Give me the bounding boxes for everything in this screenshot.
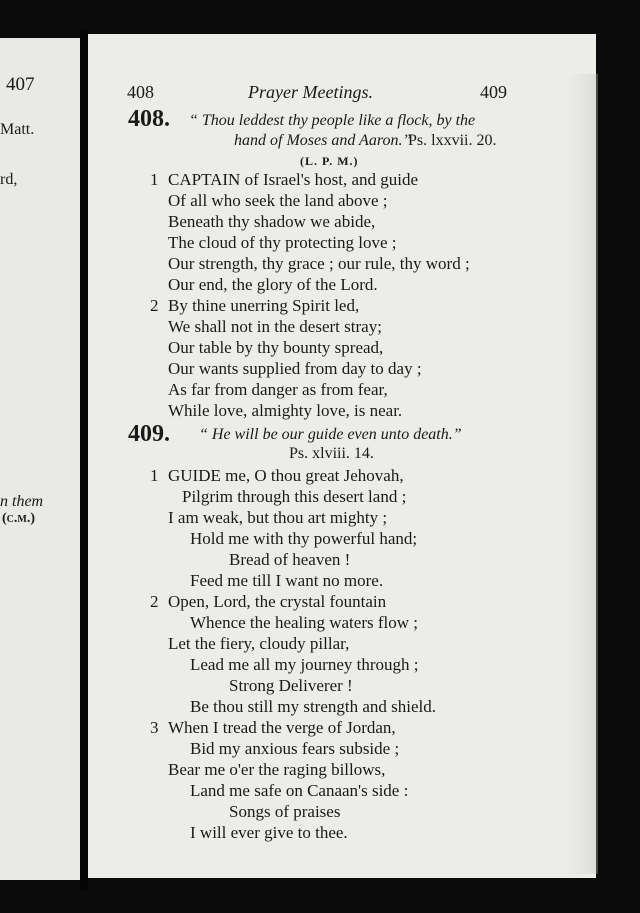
header-left-page-number: 408 bbox=[127, 82, 154, 102]
hymn-408-verse2-line6: While love, almighty love, is near. bbox=[168, 401, 403, 420]
hymn-408-number: 408. bbox=[128, 106, 170, 132]
left-page bbox=[0, 38, 80, 880]
hymn-409-verse2-line3: Let the fiery, cloudy pillar, bbox=[168, 634, 350, 653]
hymn-409-verse3-line1: When I tread the verge of Jordan, bbox=[168, 718, 396, 737]
left-page-number: 407 bbox=[6, 74, 35, 95]
verse-line-rest: me, O thou great Jehovah, bbox=[220, 466, 404, 485]
hymn-408-verse1-line2: Of all who seek the land above ; bbox=[168, 191, 388, 210]
hymn-408-verse2-line2: We shall not in the desert stray; bbox=[168, 317, 382, 336]
verse-initial-word: GUIDE bbox=[168, 466, 221, 485]
header-right-page-number: 409 bbox=[480, 82, 507, 102]
hymn-408-verse1-line3: Beneath thy shadow we abide, bbox=[168, 212, 376, 231]
show-through-shading bbox=[568, 74, 598, 874]
hymn-409-verse1-number: 1 bbox=[150, 466, 159, 485]
hymn-408-verse2-line3: Our table by thy bounty spread, bbox=[168, 338, 384, 357]
hymn-409-verse3-number: 3 bbox=[150, 718, 159, 737]
hymn-408-verse2-line1: By thine unerring Spirit led, bbox=[168, 296, 360, 315]
hymn-408-verse2-line5: As far from danger as from fear, bbox=[168, 380, 388, 399]
hymn-408-verse1-number: 1 bbox=[150, 170, 159, 189]
left-fragment-4: (c.m.) bbox=[2, 511, 35, 526]
hymn-408-verse1-line4: The cloud of thy protecting love ; bbox=[168, 233, 397, 252]
hymn-409-epigraph: “ He will be our guide even unto death.” bbox=[199, 426, 462, 443]
hymn-409-verse1-line6: Feed me till I want no more. bbox=[190, 571, 384, 590]
hymn-409-verse2-line4: Lead me all my journey through ; bbox=[190, 655, 419, 674]
hymn-409-verse3-line6: I will ever give to thee. bbox=[190, 823, 348, 842]
hymn-408-meter: (L. P. M.) bbox=[300, 154, 359, 168]
hymn-409-verse3-line4: Land me safe on Canaan's side : bbox=[190, 781, 409, 800]
hymn-409-verse1-line5: Bread of heaven ! bbox=[229, 550, 351, 569]
hymn-408-verse1-line6: Our end, the glory of the Lord. bbox=[168, 275, 378, 294]
left-fragment-3: n them bbox=[0, 493, 44, 510]
hymn-408-verse2-number: 2 bbox=[150, 296, 159, 315]
right-page bbox=[88, 34, 596, 878]
hymn-408-verse1-line5: Our strength, thy grace ; our rule, thy word ; bbox=[168, 254, 470, 273]
hymn-409-verse2-line5: Strong Deliverer ! bbox=[229, 676, 353, 695]
hymn-409-number: 409. bbox=[128, 421, 170, 447]
hymn-409-verse2-line1: Open, Lord, the crystal fountain bbox=[168, 592, 387, 611]
running-title: Prayer Meetings. bbox=[248, 82, 373, 102]
hymn-409-verse1-line1 bbox=[168, 466, 404, 486]
verse-initial-word: CAPTAIN bbox=[168, 170, 241, 189]
hymn-409-verse3-line3: Bear me o'er the raging billows, bbox=[168, 760, 386, 779]
hymn-409-verse1-line2: Pilgrim through this desert land ; bbox=[182, 487, 407, 506]
verse-line-rest: of Israel's host, and guide bbox=[240, 170, 419, 189]
hymn-408-epigraph-line2: hand of Moses and Aaron.” bbox=[234, 132, 412, 149]
book-spine-gutter bbox=[80, 30, 88, 890]
left-fragment-1: Matt. bbox=[0, 121, 35, 138]
hymn-409-verse1-line3: I am weak, but thou art mighty ; bbox=[168, 508, 388, 527]
hymn-409-verse2-line2: Whence the healing waters flow ; bbox=[190, 613, 418, 632]
hymn-409-verse2-line6: Be thou still my strength and shield. bbox=[190, 697, 437, 716]
hymn-409-verse3-line2: Bid my anxious fears subside ; bbox=[190, 739, 400, 758]
hymn-409-verse2-number: 2 bbox=[150, 592, 159, 611]
hymn-409-verse1-line4: Hold me with thy powerful hand; bbox=[190, 529, 418, 548]
left-fragment-2: rd, bbox=[0, 171, 18, 188]
hymn-408-verse2-line4: Our wants supplied from day to day ; bbox=[168, 359, 422, 378]
hymn-409-reference: Ps. xlviii. 14. bbox=[289, 445, 374, 462]
hymn-409-verse3-line5: Songs of praises bbox=[229, 802, 341, 821]
hymn-408-epigraph-line1: “ Thou leddest thy people like a flock, by the bbox=[189, 112, 476, 129]
hymn-408-reference: Ps. lxxvii. 20. bbox=[408, 132, 497, 149]
hymn-408-verse1-line1 bbox=[168, 170, 418, 190]
